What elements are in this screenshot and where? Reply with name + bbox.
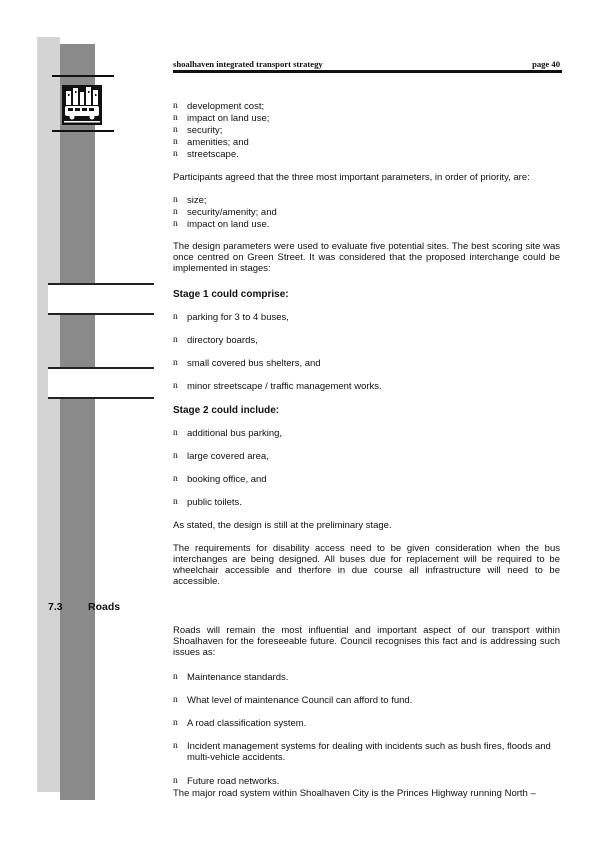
- paragraph-roads: Roads will remain the most influential and important aspect of our transport within Shoalhaven for the foreseeable future. Council recognises this fact and is addressing such issues as:: [173, 625, 560, 658]
- bullet: n: [173, 335, 178, 345]
- bullet: n: [173, 125, 178, 135]
- bullet: n: [173, 137, 178, 147]
- bullet: n: [173, 672, 178, 682]
- paragraph-preliminary: As stated, the design is still at the preliminary stage.: [173, 520, 392, 531]
- bullet: n: [173, 776, 178, 786]
- stage1-heading: Stage 1 could comprise:: [173, 289, 289, 300]
- bullet: n: [173, 428, 178, 438]
- paragraph-design: The design parameters were used to evaluate five potential sites. The best scoring site was once centred on Green Street. It was considered that the proposed interchange could be implemented in stages:: [173, 241, 560, 274]
- bullet: n: [173, 149, 178, 159]
- side-band-light: [37, 37, 60, 792]
- side-band-dark: [60, 44, 95, 800]
- bullet: n: [173, 219, 178, 229]
- stage1-bottom-rule: [48, 313, 154, 315]
- section-number: 7.3: [48, 601, 63, 613]
- bullet: n: [173, 113, 178, 123]
- page-header: [173, 57, 560, 71]
- stage1-side-box: [48, 285, 154, 313]
- bullet: n: [173, 101, 178, 111]
- bullet: n: [173, 381, 178, 391]
- bullet: n: [173, 312, 178, 322]
- bullet: n: [173, 741, 178, 751]
- document-title: shoalhaven integrated transport strategy: [173, 59, 323, 69]
- page-number: page 40: [532, 59, 560, 69]
- bullet: n: [173, 358, 178, 368]
- bus-station-logo-icon: [62, 85, 102, 125]
- stage2-heading: Stage 2 could include:: [173, 405, 280, 416]
- bullet: n: [173, 695, 178, 705]
- paragraph-highway: The major road system within Shoalhaven City is the Princes Highway running North –: [173, 788, 536, 799]
- bullet: n: [173, 497, 178, 507]
- bullet: n: [173, 718, 178, 728]
- stage2-bottom-rule: [48, 397, 154, 399]
- bullet: n: [173, 207, 178, 217]
- bullet: n: [173, 474, 178, 484]
- header-rule: [173, 70, 562, 73]
- stage2-side-box: [48, 369, 154, 397]
- paragraph-disability: The requirements for disability access need to be given consideration when the bus interchanges are being designed. All buses due for replacement will be required to be wheelchair accessible and therfore in due course all infrastructure will need to be accessible.: [173, 543, 560, 587]
- paragraph-priority: Participants agreed that the three most important parameters, in order of priority, are:: [173, 172, 530, 183]
- bullet: n: [173, 195, 178, 205]
- logo-top-rule: [52, 75, 114, 77]
- logo-bottom-rule: [52, 130, 114, 132]
- section-title: Roads: [88, 601, 121, 613]
- bullet: n: [173, 451, 178, 461]
